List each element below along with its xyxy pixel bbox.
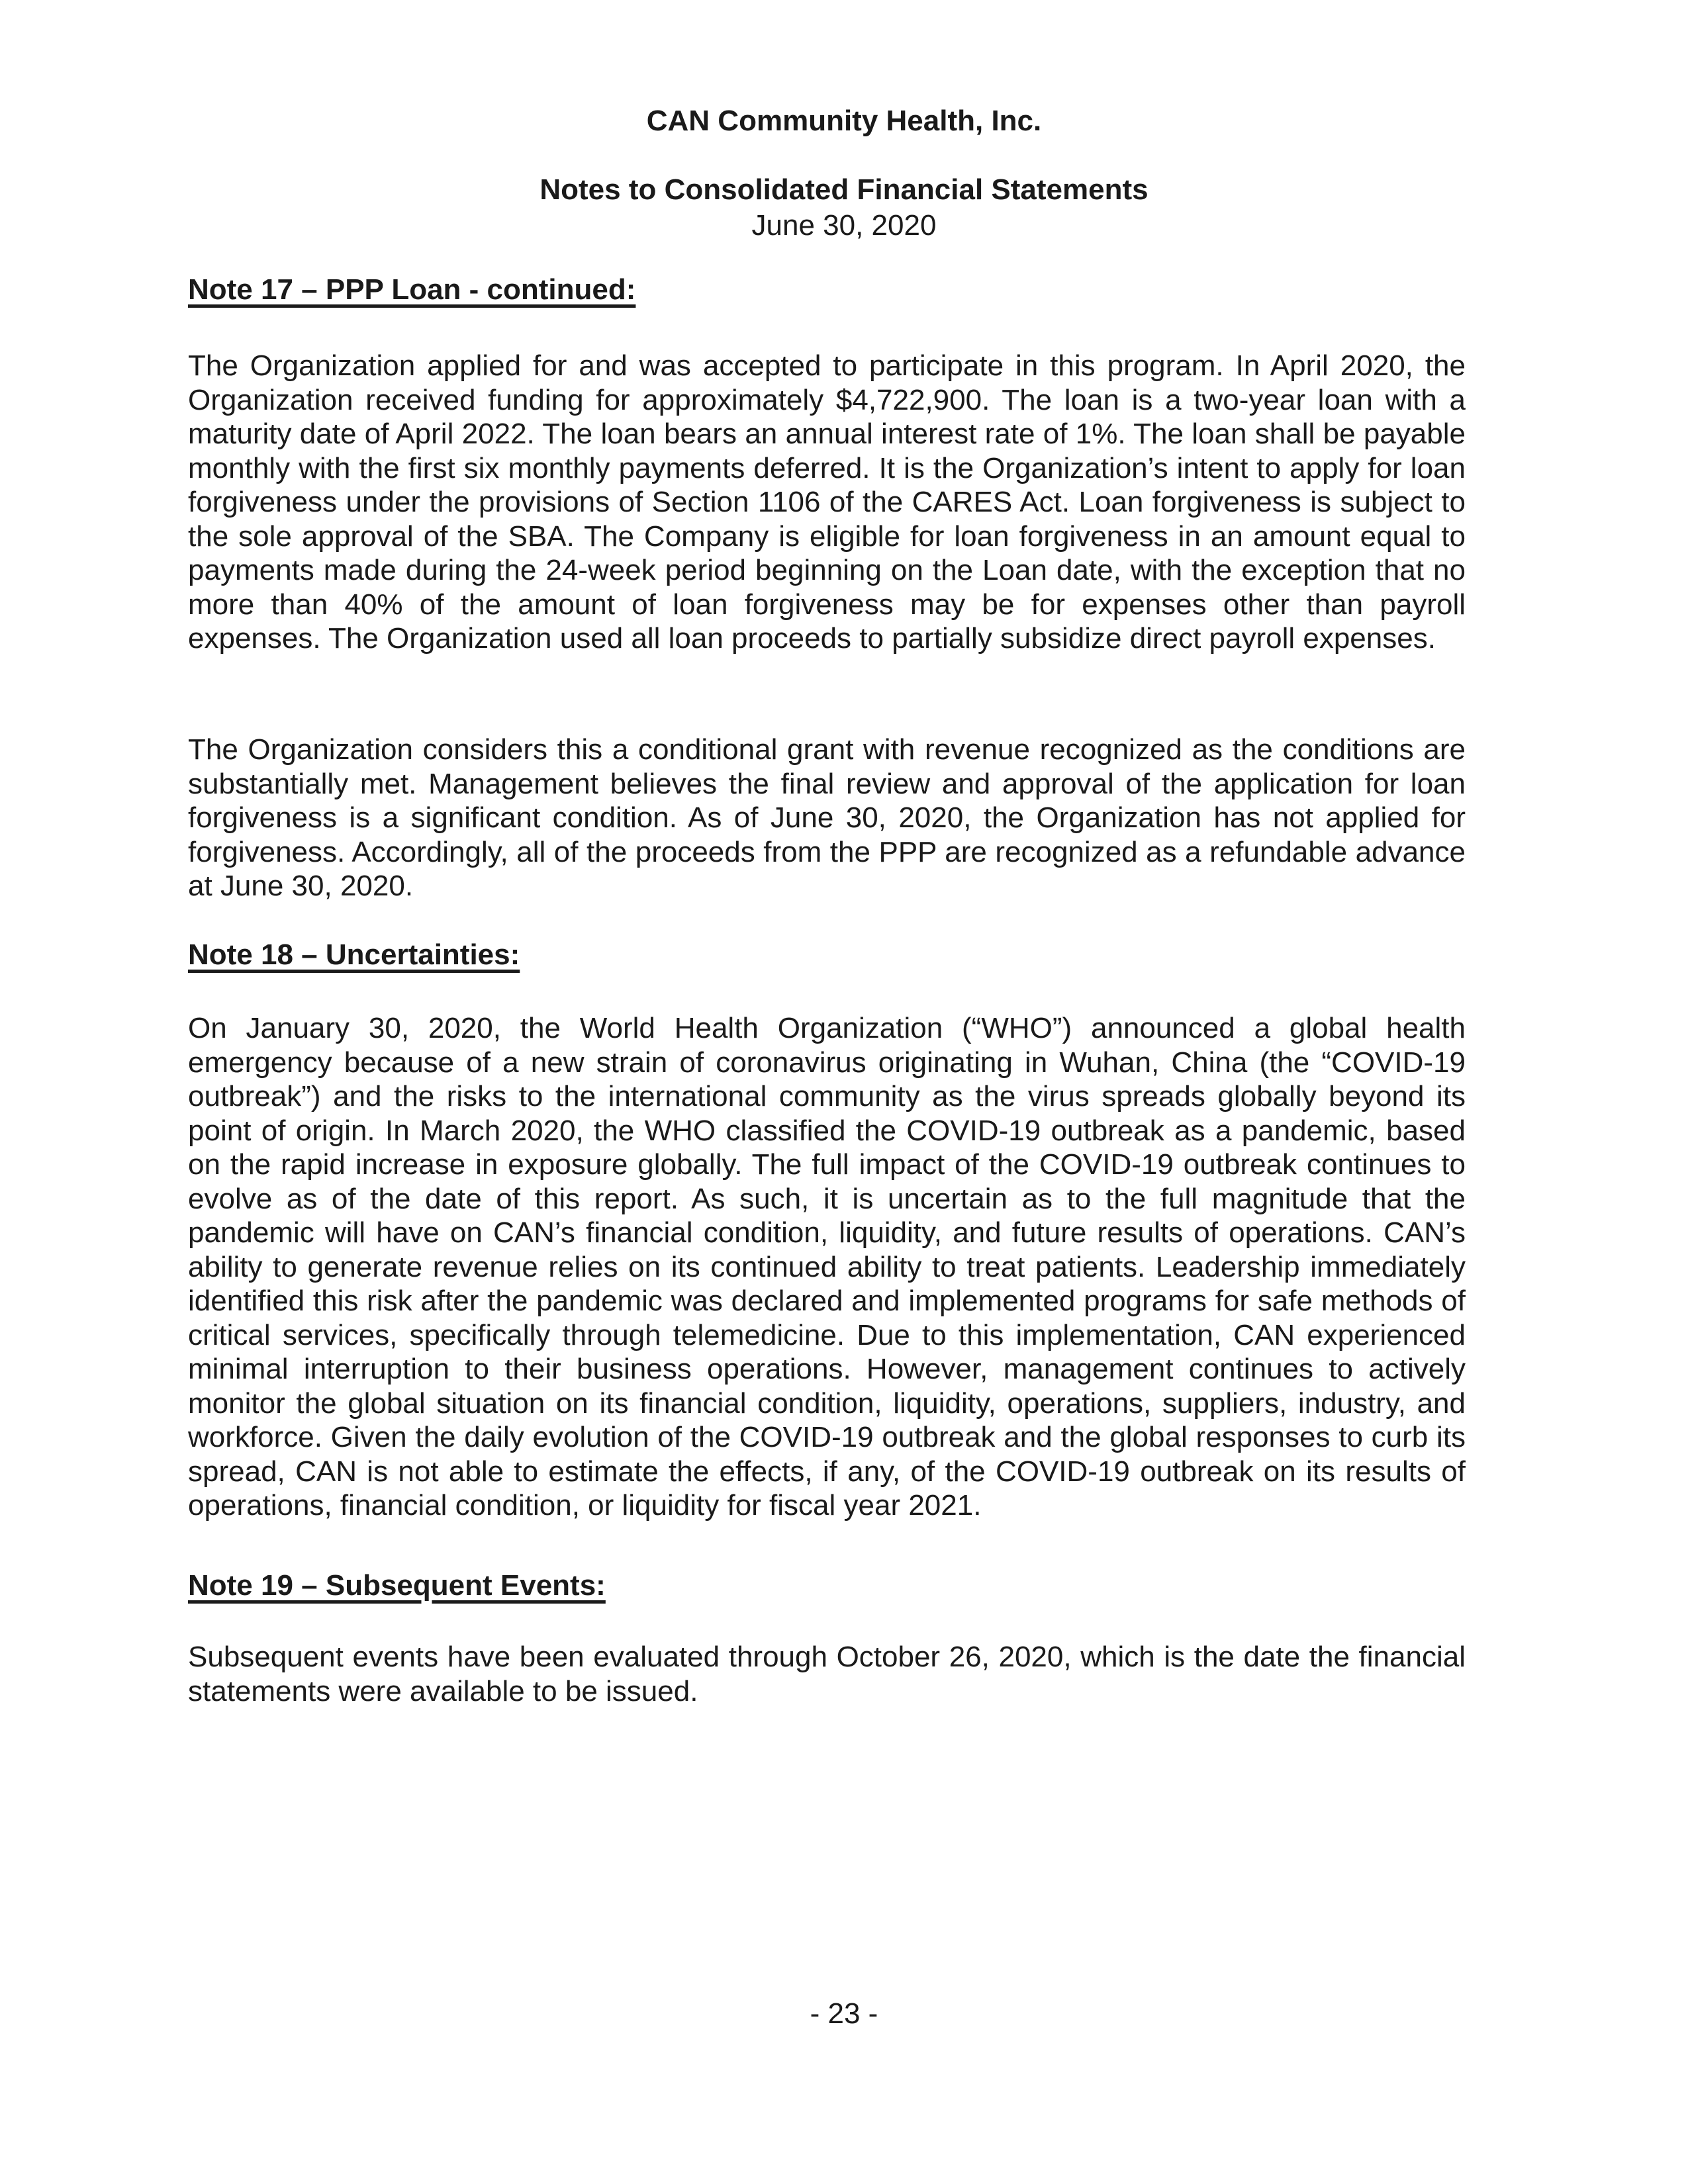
note-19-heading: Note 19 – Subsequent Events: xyxy=(188,1569,606,1602)
note-17-paragraph-2: The Organization considers this a conditional grant with revenue recognized as the conditions are substantially met. Management believes the final review and approval of the application for loan forgiveness is a significant condition. As of June 30, 2020, the Organization has not applied for forgiveness. Accordingly, all of the proceeds from the PPP are recognized as a refundable advance at June 30, 2020. xyxy=(188,733,1466,902)
company-name: CAN Community Health, Inc. xyxy=(646,105,1042,137)
statement-date: June 30, 2020 xyxy=(751,209,937,242)
note-19-paragraph: Subsequent events have been evaluated through October 26, 2020, which is the date the financial statements were available to be issued. xyxy=(188,1641,1466,1707)
note-17-heading: Note 17 – PPP Loan - continued: xyxy=(188,273,636,306)
note-18-heading: Note 18 – Uncertainties: xyxy=(188,938,520,971)
note-17-paragraph-1: The Organization applied for and was accepted to participate in this program. In April 2020, the Organization received funding for approximately $4,722,900. The loan is a two-year loan with a maturity date of April 2022. The loan bears an annual interest rate of 1%. The loan shall be payable monthly with the first six monthly payments deferred. It is the Organization’s intent to apply for loan forgiveness under the provisions of Section 1106 of the CARES Act. Loan forgiveness is subject to the sole approval of the SBA. The Company is eligible for loan forgiveness in an amount equal to payments made during the 24-week period beginning on the Loan date, with the exception that no more than 40% of the amount of loan forgiveness may be for expenses other than payroll expenses. The Organization used all loan proceeds to partially subsidize direct payroll expenses. xyxy=(188,349,1466,655)
document-title: Notes to Consolidated Financial Statements xyxy=(539,173,1149,206)
page-number: - 23 - xyxy=(810,1997,878,2030)
note-18-paragraph: On January 30, 2020, the World Health Organization (“WHO”) announced a global health emergency because of a new strain of coronavirus originating in Wuhan, China (the “COVID-19 outbreak”) and the risks to the international community as the virus spreads globally beyond its point of origin. In March 2020, the WHO classified the COVID-19 outbreak as a pandemic, based on the rapid increase in exposure globally. The full impact of the COVID-19 outbreak continues to evolve as of the date of this report. As such, it is uncertain as to the full magnitude that the pandemic will have on CAN’s financial condition, liquidity, and future results of operations. CAN’s ability to generate revenue relies on its continued ability to treat patients. Leadership immediately identified this risk after the pandemic was declared and implemented programs for safe methods of critical services, specifically through telemedicine. Due to this implementation, CAN experienced minimal interruption to their business operations. However, management continues to actively monitor the global situation on its financial condition, liquidity, operations, suppliers, industry, and workforce. Given the daily evolution of the COVID-19 outbreak and the global responses to curb its spread, CAN is not able to estimate the effects, if any, of the COVID-19 outbreak on its results of operations, financial condition, or liquidity for fiscal year 2021. xyxy=(188,1012,1466,1522)
